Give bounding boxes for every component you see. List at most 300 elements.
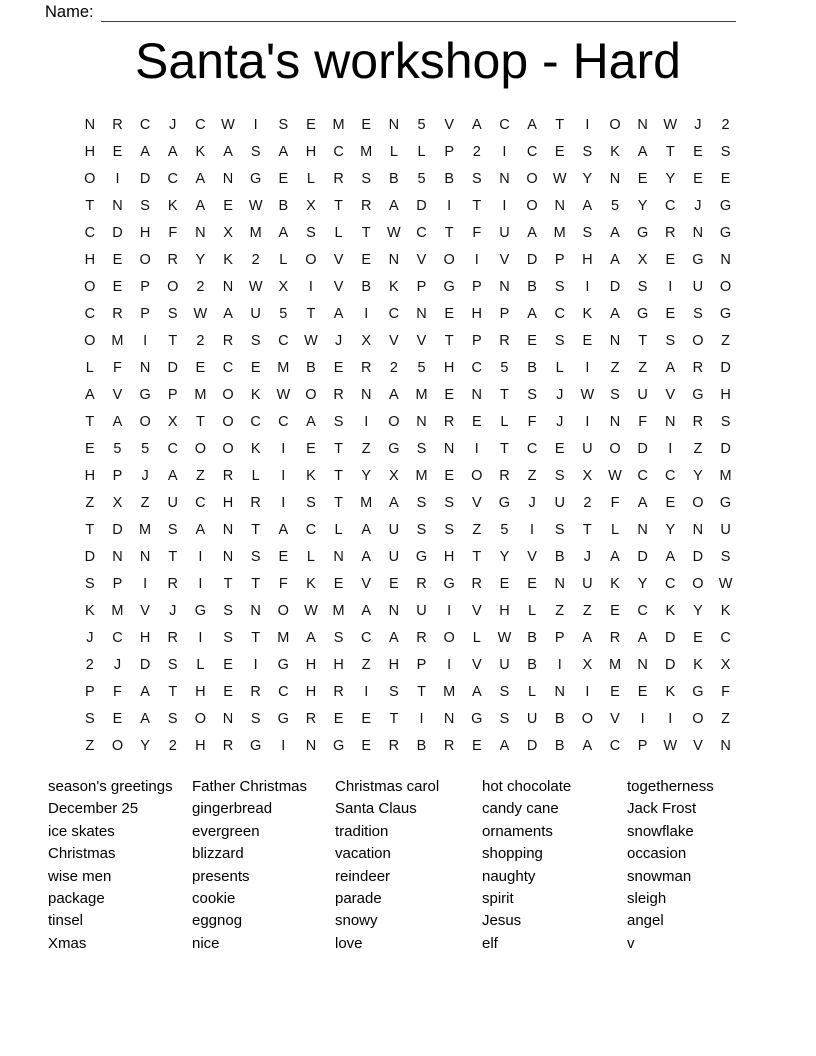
grid-cell-r15c7: R <box>250 494 261 511</box>
grid-cell-r24c24: N <box>720 737 731 754</box>
grid-cell-r2c1: H <box>84 143 96 160</box>
grid-cell-r13c12: G <box>388 440 400 457</box>
word-item: hot chocolate <box>482 778 572 795</box>
grid-cell-r8c17: A <box>527 305 537 322</box>
grid-cell-r17c9: L <box>306 548 315 565</box>
grid-cell-r19c24: K <box>720 602 731 619</box>
grid-cell-r8c13: N <box>416 305 427 322</box>
grid-cell-r9c2: M <box>111 332 124 349</box>
grid-cell-r3c19: Y <box>582 170 593 187</box>
grid-cell-r14c18: S <box>554 467 565 484</box>
grid-cell-r17c17: V <box>527 548 537 565</box>
grid-cell-r7c21: S <box>637 278 648 295</box>
grid-cell-r13c24: D <box>720 440 731 457</box>
word-item: togetherness <box>627 778 714 795</box>
grid-cell-r17c23: D <box>692 548 704 565</box>
grid-cell-r23c23: O <box>692 710 704 727</box>
grid-cell-r5c4: F <box>168 224 178 241</box>
grid-cell-r22c2: F <box>113 683 122 700</box>
grid-cell-r3c17: O <box>526 170 538 187</box>
grid-cell-r19c13: U <box>416 602 427 619</box>
grid-cell-r15c21: A <box>637 494 648 511</box>
grid-cell-r14c17: Z <box>527 467 537 484</box>
grid-cell-r17c10: N <box>333 548 344 565</box>
grid-cell-r9c14: T <box>444 332 454 349</box>
grid-cell-r11c2: V <box>112 386 123 403</box>
grid-cell-r6c21: X <box>637 251 648 268</box>
grid-cell-r1c7: I <box>253 116 258 133</box>
grid-cell-r8c23: S <box>693 305 703 322</box>
grid-cell-r9c23: O <box>692 332 704 349</box>
grid-cell-r19c6: S <box>223 602 233 619</box>
grid-cell-r10c24: D <box>720 359 731 376</box>
grid-cell-r4c18: N <box>554 197 565 214</box>
grid-cell-r2c9: H <box>305 143 317 160</box>
grid-cell-r23c11: E <box>361 710 372 727</box>
grid-cell-r11c11: N <box>360 386 372 403</box>
grid-cell-r21c12: H <box>388 656 400 673</box>
grid-cell-r16c24: U <box>720 521 731 538</box>
grid-cell-r12c17: F <box>527 413 537 430</box>
grid-cell-r21c22: D <box>665 656 676 673</box>
word-item: nice <box>192 934 220 952</box>
grid-cell-r19c23: Y <box>693 602 703 619</box>
grid-cell-r14c22: C <box>665 467 676 484</box>
grid-cell-r18c23: O <box>692 575 704 592</box>
grid-cell-r2c19: S <box>582 143 593 160</box>
grid-cell-r22c22: K <box>665 683 676 700</box>
grid-cell-r10c21: Z <box>638 359 648 376</box>
grid-cell-r8c24: G <box>719 305 732 322</box>
grid-cell-r11c7: K <box>250 386 261 403</box>
grid-cell-r24c4: 2 <box>168 737 177 754</box>
grid-cell-r16c15: Z <box>472 521 482 538</box>
grid-cell-r1c1: N <box>84 116 96 133</box>
grid-cell-r2c24: S <box>720 143 731 160</box>
grid-cell-r17c5: I <box>198 548 203 565</box>
grid-cell-r1c12: N <box>388 116 400 133</box>
grid-cell-r20c6: S <box>223 629 233 646</box>
grid-cell-r21c1: 2 <box>85 656 94 673</box>
grid-cell-r7c7: W <box>248 278 263 295</box>
grid-cell-r12c24: S <box>720 413 731 430</box>
grid-cell-r19c19: Z <box>582 602 592 619</box>
grid-cell-r14c3: J <box>141 467 149 484</box>
grid-cell-r2c2: E <box>112 143 123 160</box>
grid-cell-r16c8: A <box>278 521 289 538</box>
grid-cell-r19c8: O <box>277 602 289 619</box>
grid-cell-r3c2: I <box>115 170 120 187</box>
grid-cell-r11c1: A <box>84 386 95 403</box>
grid-cell-r19c17: L <box>528 602 537 619</box>
grid-cell-r12c6: O <box>222 413 234 430</box>
grid-cell-r6c13: V <box>416 251 427 268</box>
grid-cell-r3c22: Y <box>665 170 676 187</box>
grid-cell-r5c14: T <box>444 224 454 241</box>
grid-cell-r20c1: J <box>86 629 94 646</box>
grid-cell-r15c3: Z <box>140 494 150 511</box>
grid-cell-r16c12: U <box>388 521 400 538</box>
grid-cell-r4c2: N <box>112 197 123 214</box>
grid-cell-r3c18: W <box>552 170 567 187</box>
grid-cell-r4c5: A <box>195 197 206 214</box>
grid-cell-r4c19: A <box>582 197 593 214</box>
grid-cell-r6c7: 2 <box>251 251 260 268</box>
grid-cell-r17c14: H <box>443 548 455 565</box>
grid-cell-r24c14: R <box>443 737 455 754</box>
grid-cell-r23c22: I <box>668 710 673 727</box>
grid-cell-r8c15: H <box>471 305 483 322</box>
grid-cell-r21c18: I <box>557 656 562 673</box>
grid-cell-r5c5: N <box>195 224 206 241</box>
grid-cell-r5c19: S <box>582 224 593 241</box>
grid-cell-r19c20: E <box>610 602 620 619</box>
grid-cell-r11c17: S <box>527 386 537 403</box>
grid-cell-r17c21: D <box>637 548 648 565</box>
grid-cell-r21c16: U <box>499 656 510 673</box>
grid-cell-r22c21: E <box>637 683 648 700</box>
grid-cell-r12c11: I <box>364 413 369 430</box>
grid-cell-r10c3: N <box>139 359 151 376</box>
grid-cell-r20c3: H <box>139 629 151 646</box>
grid-cell-r5c20: A <box>610 224 620 241</box>
grid-cell-r4c8: B <box>278 197 289 214</box>
grid-cell-r18c22: C <box>665 575 676 592</box>
grid-cell-r20c17: B <box>527 629 537 646</box>
grid-cell-r11c12: A <box>389 386 399 403</box>
grid-cell-r22c18: N <box>554 683 565 700</box>
grid-cell-r8c4: S <box>167 305 178 322</box>
grid-cell-r22c4: T <box>168 683 178 700</box>
grid-cell-r22c16: S <box>499 683 510 700</box>
grid-cell-r24c8: I <box>281 737 286 754</box>
grid-cell-r6c3: O <box>139 251 151 268</box>
grid-cell-r21c4: S <box>167 656 178 673</box>
grid-cell-r6c6: K <box>223 251 233 268</box>
grid-cell-r2c17: C <box>526 143 538 160</box>
grid-cell-r3c11: S <box>361 170 372 187</box>
grid-cell-r9c17: E <box>527 332 537 349</box>
grid-cell-r21c5: L <box>196 656 205 673</box>
grid-cell-r24c10: G <box>332 737 345 754</box>
grid-cell-r3c5: A <box>195 170 206 187</box>
grid-cell-r11c6: O <box>222 386 234 403</box>
word-list-column-2 <box>192 776 335 955</box>
word-item: spirit <box>482 890 514 908</box>
name-blank-line <box>101 4 736 22</box>
word-item: snowy <box>335 912 378 930</box>
word-item: gingerbread <box>192 800 273 818</box>
grid-cell-r15c10: T <box>334 494 344 511</box>
grid-cell-r23c21: I <box>640 710 645 727</box>
grid-cell-r5c3: H <box>139 224 151 241</box>
grid-cell-r4c22: C <box>665 197 676 214</box>
grid-cell-r8c1: C <box>84 305 96 322</box>
grid-cell-r9c10: J <box>334 332 343 349</box>
grid-cell-r18c8: F <box>278 575 288 592</box>
grid-cell-r9c7: S <box>250 332 261 349</box>
grid-cell-r15c17: J <box>528 494 536 511</box>
grid-cell-r21c23: K <box>693 656 703 673</box>
grid-cell-r15c23: O <box>692 494 704 511</box>
grid-cell-r16c3: M <box>139 521 152 538</box>
word-item: Jack Frost <box>627 800 697 818</box>
grid-cell-r6c23: G <box>692 251 704 268</box>
grid-cell-r7c15: P <box>471 278 482 295</box>
word-item: Father Christmas <box>192 778 308 795</box>
grid-cell-r16c20: L <box>610 521 620 538</box>
grid-cell-r1c15: A <box>471 116 482 133</box>
grid-cell-r12c18: J <box>556 413 564 430</box>
grid-cell-r17c1: D <box>84 548 96 565</box>
grid-cell-r7c6: N <box>222 278 234 295</box>
grid-cell-r13c19: U <box>582 440 593 457</box>
grid-cell-r22c23: G <box>692 683 704 700</box>
grid-cell-r12c10: S <box>333 413 344 430</box>
grid-cell-r9c24: Z <box>721 332 730 349</box>
grid-cell-r18c4: R <box>167 575 178 592</box>
word-list-column-3 <box>335 776 482 955</box>
grid-cell-r21c6: E <box>223 656 233 673</box>
grid-cell-r5c12: W <box>387 224 401 241</box>
grid-cell-r7c5: 2 <box>196 278 205 295</box>
word-item: eggnog <box>192 912 243 930</box>
grid-cell-r20c9: A <box>306 629 316 646</box>
grid-cell-r16c5: A <box>195 521 206 538</box>
grid-cell-r22c19: I <box>585 683 590 700</box>
grid-cell-r4c4: K <box>167 197 178 214</box>
word-item: v <box>627 934 635 952</box>
grid-cell-r24c12: R <box>388 737 400 754</box>
grid-cell-r3c23: E <box>693 170 703 187</box>
word-list-column-1 <box>48 776 192 955</box>
grid-cell-r1c8: S <box>278 116 289 133</box>
word-item: reindeer <box>335 867 391 885</box>
grid-cell-r19c14: I <box>447 602 452 619</box>
grid-cell-r22c13: T <box>417 683 426 700</box>
grid-cell-r5c8: A <box>278 224 289 241</box>
grid-cell-r8c10: A <box>333 305 344 322</box>
grid-cell-r12c9: A <box>306 413 316 430</box>
grid-cell-r11c10: R <box>333 386 344 403</box>
grid-cell-r24c19: A <box>582 737 593 754</box>
grid-cell-r13c23: Z <box>693 440 703 457</box>
grid-cell-r24c21: P <box>637 737 648 754</box>
grid-cell-r23c1: S <box>84 710 95 727</box>
grid-cell-r7c23: U <box>692 278 704 295</box>
grid-cell-r22c15: A <box>471 683 482 700</box>
word-item: angel <box>627 912 664 930</box>
grid-cell-r10c1: L <box>85 359 94 376</box>
grid-cell-r18c10: E <box>333 575 344 592</box>
grid-cell-r6c19: H <box>582 251 593 268</box>
grid-cell-r13c3: 5 <box>141 440 150 457</box>
grid-cell-r14c8: I <box>281 467 286 484</box>
grid-cell-r12c8: C <box>278 413 289 430</box>
word-item: candy cane <box>482 800 559 818</box>
grid-cell-r1c9: E <box>306 116 316 133</box>
grid-cell-r21c2: J <box>113 656 122 673</box>
word-item: wise men <box>48 867 112 885</box>
grid-cell-r15c16: G <box>498 494 511 511</box>
grid-cell-r13c13: S <box>416 440 427 457</box>
grid-cell-r1c23: J <box>694 116 702 133</box>
grid-cell-r1c2: R <box>112 116 123 133</box>
grid-cell-r16c18: S <box>554 521 565 538</box>
grid-cell-r20c22: D <box>665 629 676 646</box>
grid-cell-r5c18: M <box>553 224 566 241</box>
grid-cell-r15c5: C <box>195 494 206 511</box>
grid-cell-r20c19: A <box>582 629 593 646</box>
grid-cell-r5c7: M <box>249 224 262 241</box>
grid-cell-r12c5: T <box>195 413 205 430</box>
grid-cell-r16c6: N <box>222 521 234 538</box>
grid-cell-r17c7: S <box>250 548 261 565</box>
grid-cell-r6c14: O <box>443 251 455 268</box>
grid-cell-r21c13: P <box>416 656 427 673</box>
word-item: elf <box>482 934 498 952</box>
grid-cell-r24c17: D <box>526 737 538 754</box>
word-item: love <box>335 934 363 952</box>
grid-cell-r14c2: P <box>112 467 123 484</box>
word-item: season's greetings <box>48 778 173 795</box>
word-item: December 25 <box>48 800 139 818</box>
grid-cell-r2c18: E <box>554 143 565 160</box>
grid-cell-r10c9: B <box>306 359 316 376</box>
grid-cell-r20c18: P <box>554 629 565 646</box>
grid-cell-r22c8: C <box>278 683 289 700</box>
grid-cell-r6c1: H <box>84 251 96 268</box>
grid-cell-r7c1: O <box>84 278 96 295</box>
grid-cell-r16c21: N <box>637 521 648 538</box>
grid-cell-r11c15: N <box>471 386 483 403</box>
grid-cell-r8c19: K <box>582 305 593 322</box>
grid-cell-r3c24: E <box>720 170 731 187</box>
grid-cell-r6c12: N <box>388 251 400 268</box>
grid-cell-r1c24: 2 <box>721 116 730 133</box>
grid-cell-r7c16: N <box>499 278 510 295</box>
grid-cell-r3c1: O <box>84 170 96 187</box>
grid-cell-r17c18: B <box>554 548 565 565</box>
word-item: cookie <box>192 890 236 908</box>
grid-cell-r18c14: G <box>443 575 455 592</box>
grid-cell-r2c14: P <box>444 143 454 160</box>
grid-cell-r24c2: O <box>111 737 124 754</box>
grid-cell-r20c11: C <box>360 629 372 646</box>
grid-cell-r21c14: I <box>447 656 452 673</box>
grid-cell-r17c8: E <box>278 548 289 565</box>
grid-cell-r2c10: C <box>333 143 344 160</box>
grid-cell-r22c24: F <box>721 683 730 700</box>
grid-cell-r24c13: B <box>416 737 427 754</box>
grid-cell-r5c6: X <box>223 224 233 241</box>
grid-cell-r19c9: W <box>304 602 318 619</box>
grid-cell-r4c20: 5 <box>610 197 620 214</box>
grid-cell-r19c12: N <box>388 602 400 619</box>
grid-cell-r20c14: O <box>443 629 455 646</box>
grid-cell-r10c17: B <box>527 359 537 376</box>
grid-cell-r11c13: M <box>415 386 428 403</box>
grid-cell-r10c8: M <box>277 359 290 376</box>
word-item: Jesus <box>482 912 522 930</box>
grid-cell-r6c5: Y <box>195 251 206 268</box>
grid-cell-r21c10: H <box>333 656 344 673</box>
grid-cell-r18c11: V <box>361 575 372 592</box>
grid-cell-r22c3: A <box>140 683 150 700</box>
grid-cell-r2c22: T <box>665 143 675 160</box>
grid-cell-r19c15: V <box>471 602 482 619</box>
grid-cell-r10c2: F <box>113 359 122 376</box>
grid-cell-r9c13: V <box>416 332 427 349</box>
word-item: presents <box>192 867 250 885</box>
grid-cell-r23c4: S <box>167 710 178 727</box>
grid-cell-r24c23: V <box>693 737 703 754</box>
grid-cell-r9c8: C <box>278 332 289 349</box>
name-label: Name: <box>45 3 94 21</box>
grid-cell-r15c20: F <box>610 494 620 511</box>
grid-cell-r16c7: T <box>251 521 261 538</box>
grid-cell-r6c8: L <box>279 251 288 268</box>
grid-cell-r5c23: N <box>692 224 704 241</box>
grid-cell-r9c12: V <box>389 332 399 349</box>
grid-cell-r2c16: I <box>502 143 507 160</box>
grid-cell-r4c11: R <box>360 197 372 214</box>
grid-cell-r1c4: J <box>169 116 177 133</box>
grid-cell-r2c20: K <box>610 143 620 160</box>
grid-cell-r17c4: T <box>168 548 178 565</box>
grid-cell-r18c16: E <box>499 575 510 592</box>
grid-cell-r20c13: R <box>416 629 427 646</box>
grid-cell-r13c16: T <box>500 440 509 457</box>
grid-cell-r2c7: S <box>250 143 261 160</box>
grid-cell-r24c7: G <box>250 737 262 754</box>
grid-cell-r2c13: L <box>417 143 426 160</box>
grid-cell-r17c19: J <box>583 548 591 565</box>
grid-cell-r4c7: W <box>248 197 263 214</box>
grid-cell-r18c24: W <box>718 575 733 592</box>
grid-cell-r18c3: I <box>143 575 148 592</box>
grid-cell-r8c8: 5 <box>279 305 288 322</box>
grid-cell-r13c20: O <box>609 440 621 457</box>
grid-cell-r20c21: A <box>637 629 648 646</box>
grid-cell-r2c5: K <box>195 143 206 160</box>
grid-cell-r7c9: I <box>308 278 313 295</box>
grid-cell-r13c8: I <box>281 440 286 457</box>
grid-cell-r13c14: N <box>443 440 455 457</box>
grid-cell-r11c3: G <box>139 386 151 403</box>
grid-cell-r20c15: L <box>472 629 481 646</box>
grid-cell-r6c24: N <box>720 251 731 268</box>
grid-cell-r16c23: N <box>692 521 704 538</box>
grid-cell-r23c7: S <box>250 710 261 727</box>
grid-cell-r16c2: D <box>112 521 123 538</box>
grid-cell-r3c16: N <box>499 170 510 187</box>
grid-cell-r12c13: N <box>416 413 427 430</box>
grid-cell-r7c18: S <box>554 278 565 295</box>
grid-cell-r6c11: E <box>361 251 372 268</box>
grid-cell-r10c13: 5 <box>417 359 426 376</box>
grid-cell-r11c18: J <box>556 386 564 403</box>
grid-cell-r4c23: J <box>694 197 702 214</box>
grid-cell-r18c21: Y <box>637 575 648 592</box>
grid-cell-r17c20: A <box>610 548 620 565</box>
grid-cell-r19c18: Z <box>555 602 565 619</box>
grid-cell-r7c10: V <box>333 278 344 295</box>
grid-cell-r14c9: K <box>306 467 316 484</box>
grid-cell-r22c6: E <box>223 683 233 700</box>
grid-cell-r1c16: C <box>499 116 510 133</box>
grid-cell-r16c9: C <box>305 521 317 538</box>
